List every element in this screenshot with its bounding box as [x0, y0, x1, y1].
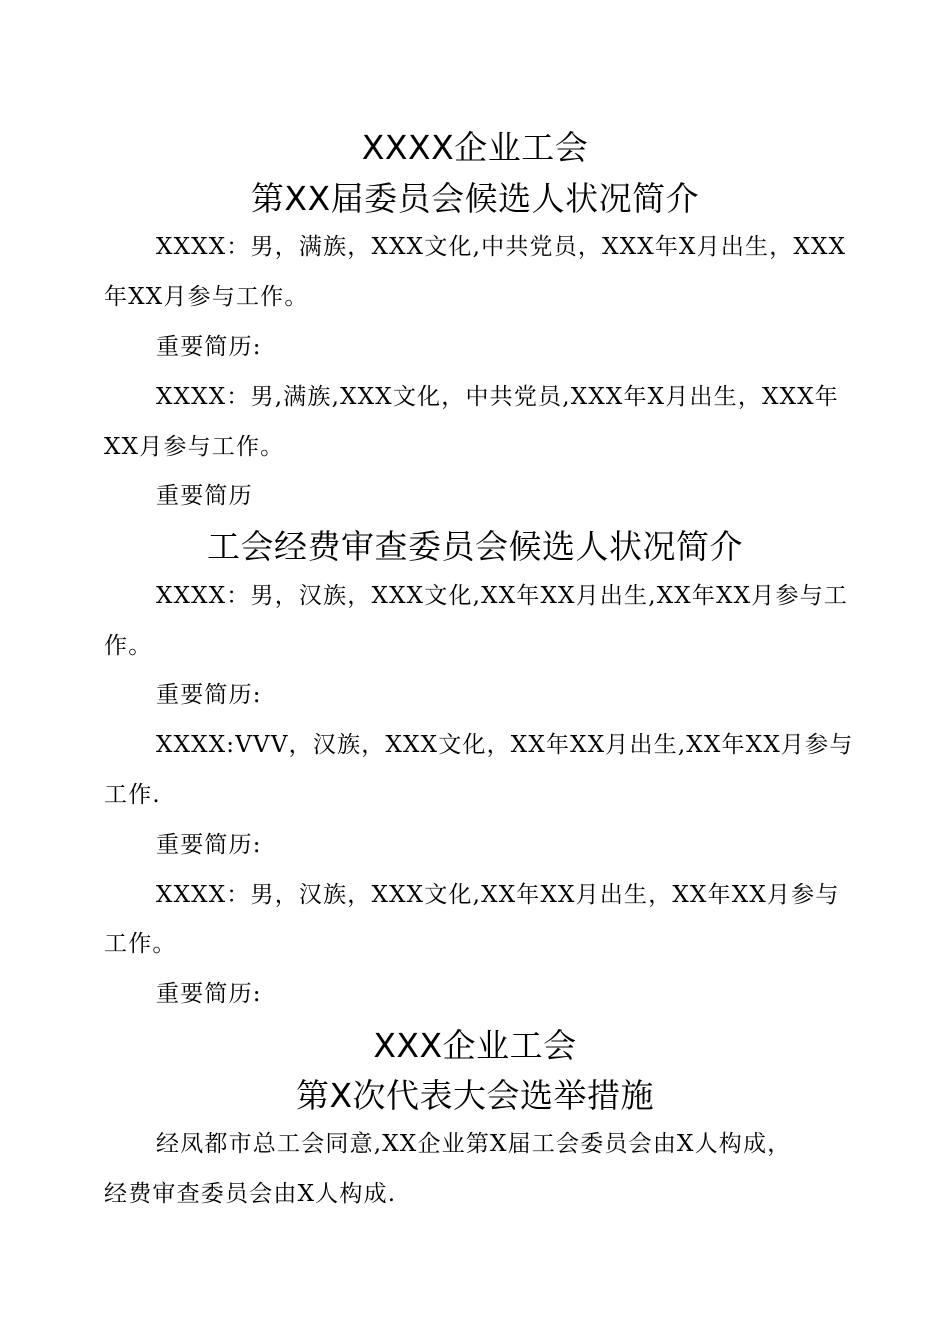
section2-entry3-line2: 工作。	[104, 931, 177, 957]
section2-title: 工会经费审查委员会候选人状况简介	[207, 527, 743, 566]
section1-entry1-line2: 年XX月参与工作。	[104, 284, 309, 310]
section2-entry1-line2: 作。	[104, 633, 153, 659]
section3-title-line1: XXX企业工会	[373, 1026, 577, 1065]
section3-para-line2: 经费审查委员会由X人构成.	[104, 1181, 397, 1207]
section2-entry2-line1: XXXX:VVV，汉族，XXX文化，XX年XX月出生,XX年XX月参与	[156, 732, 854, 758]
section1-entry2-resume: 重要简历	[156, 483, 253, 509]
section1-entry1-line1: XXXX：男，满族，XXX文化,中共党员，XXX年X月出生，XXX	[156, 234, 847, 260]
section3-title-line2: 第X次代表大会选举措施	[295, 1076, 655, 1115]
section1-title-line2: 第XX届委员会候选人状况简介	[250, 179, 700, 218]
section1-entry2-line2: XX月参与工作。	[104, 434, 285, 460]
section1-entry1-resume: 重要简历:	[156, 334, 262, 360]
section2-entry1-resume: 重要简历:	[156, 682, 262, 708]
section2-entry3-line1: XXXX：男，汉族，XXX文化,XX年XX月出生，XX年XX月参与	[156, 882, 840, 908]
section1-entry2-line1: XXXX：男,满族,XXX文化，中共党员,XXX年X月出生，XXX年	[156, 384, 839, 410]
section3-para-line1: 经凤都市总工会同意,XX企业第X届工会委员会由X人构成，	[156, 1131, 792, 1157]
section2-entry2-line2: 工作.	[104, 782, 161, 808]
section1-title-line1: XXXX企业工会	[361, 128, 589, 167]
section2-entry3-resume: 重要简历:	[156, 981, 262, 1007]
section2-entry2-resume: 重要简历:	[156, 832, 262, 858]
section2-entry1-line1: XXXX：男，汉族，XXX文化,XX年XX月出生,XX年XX月参与工	[156, 583, 849, 609]
